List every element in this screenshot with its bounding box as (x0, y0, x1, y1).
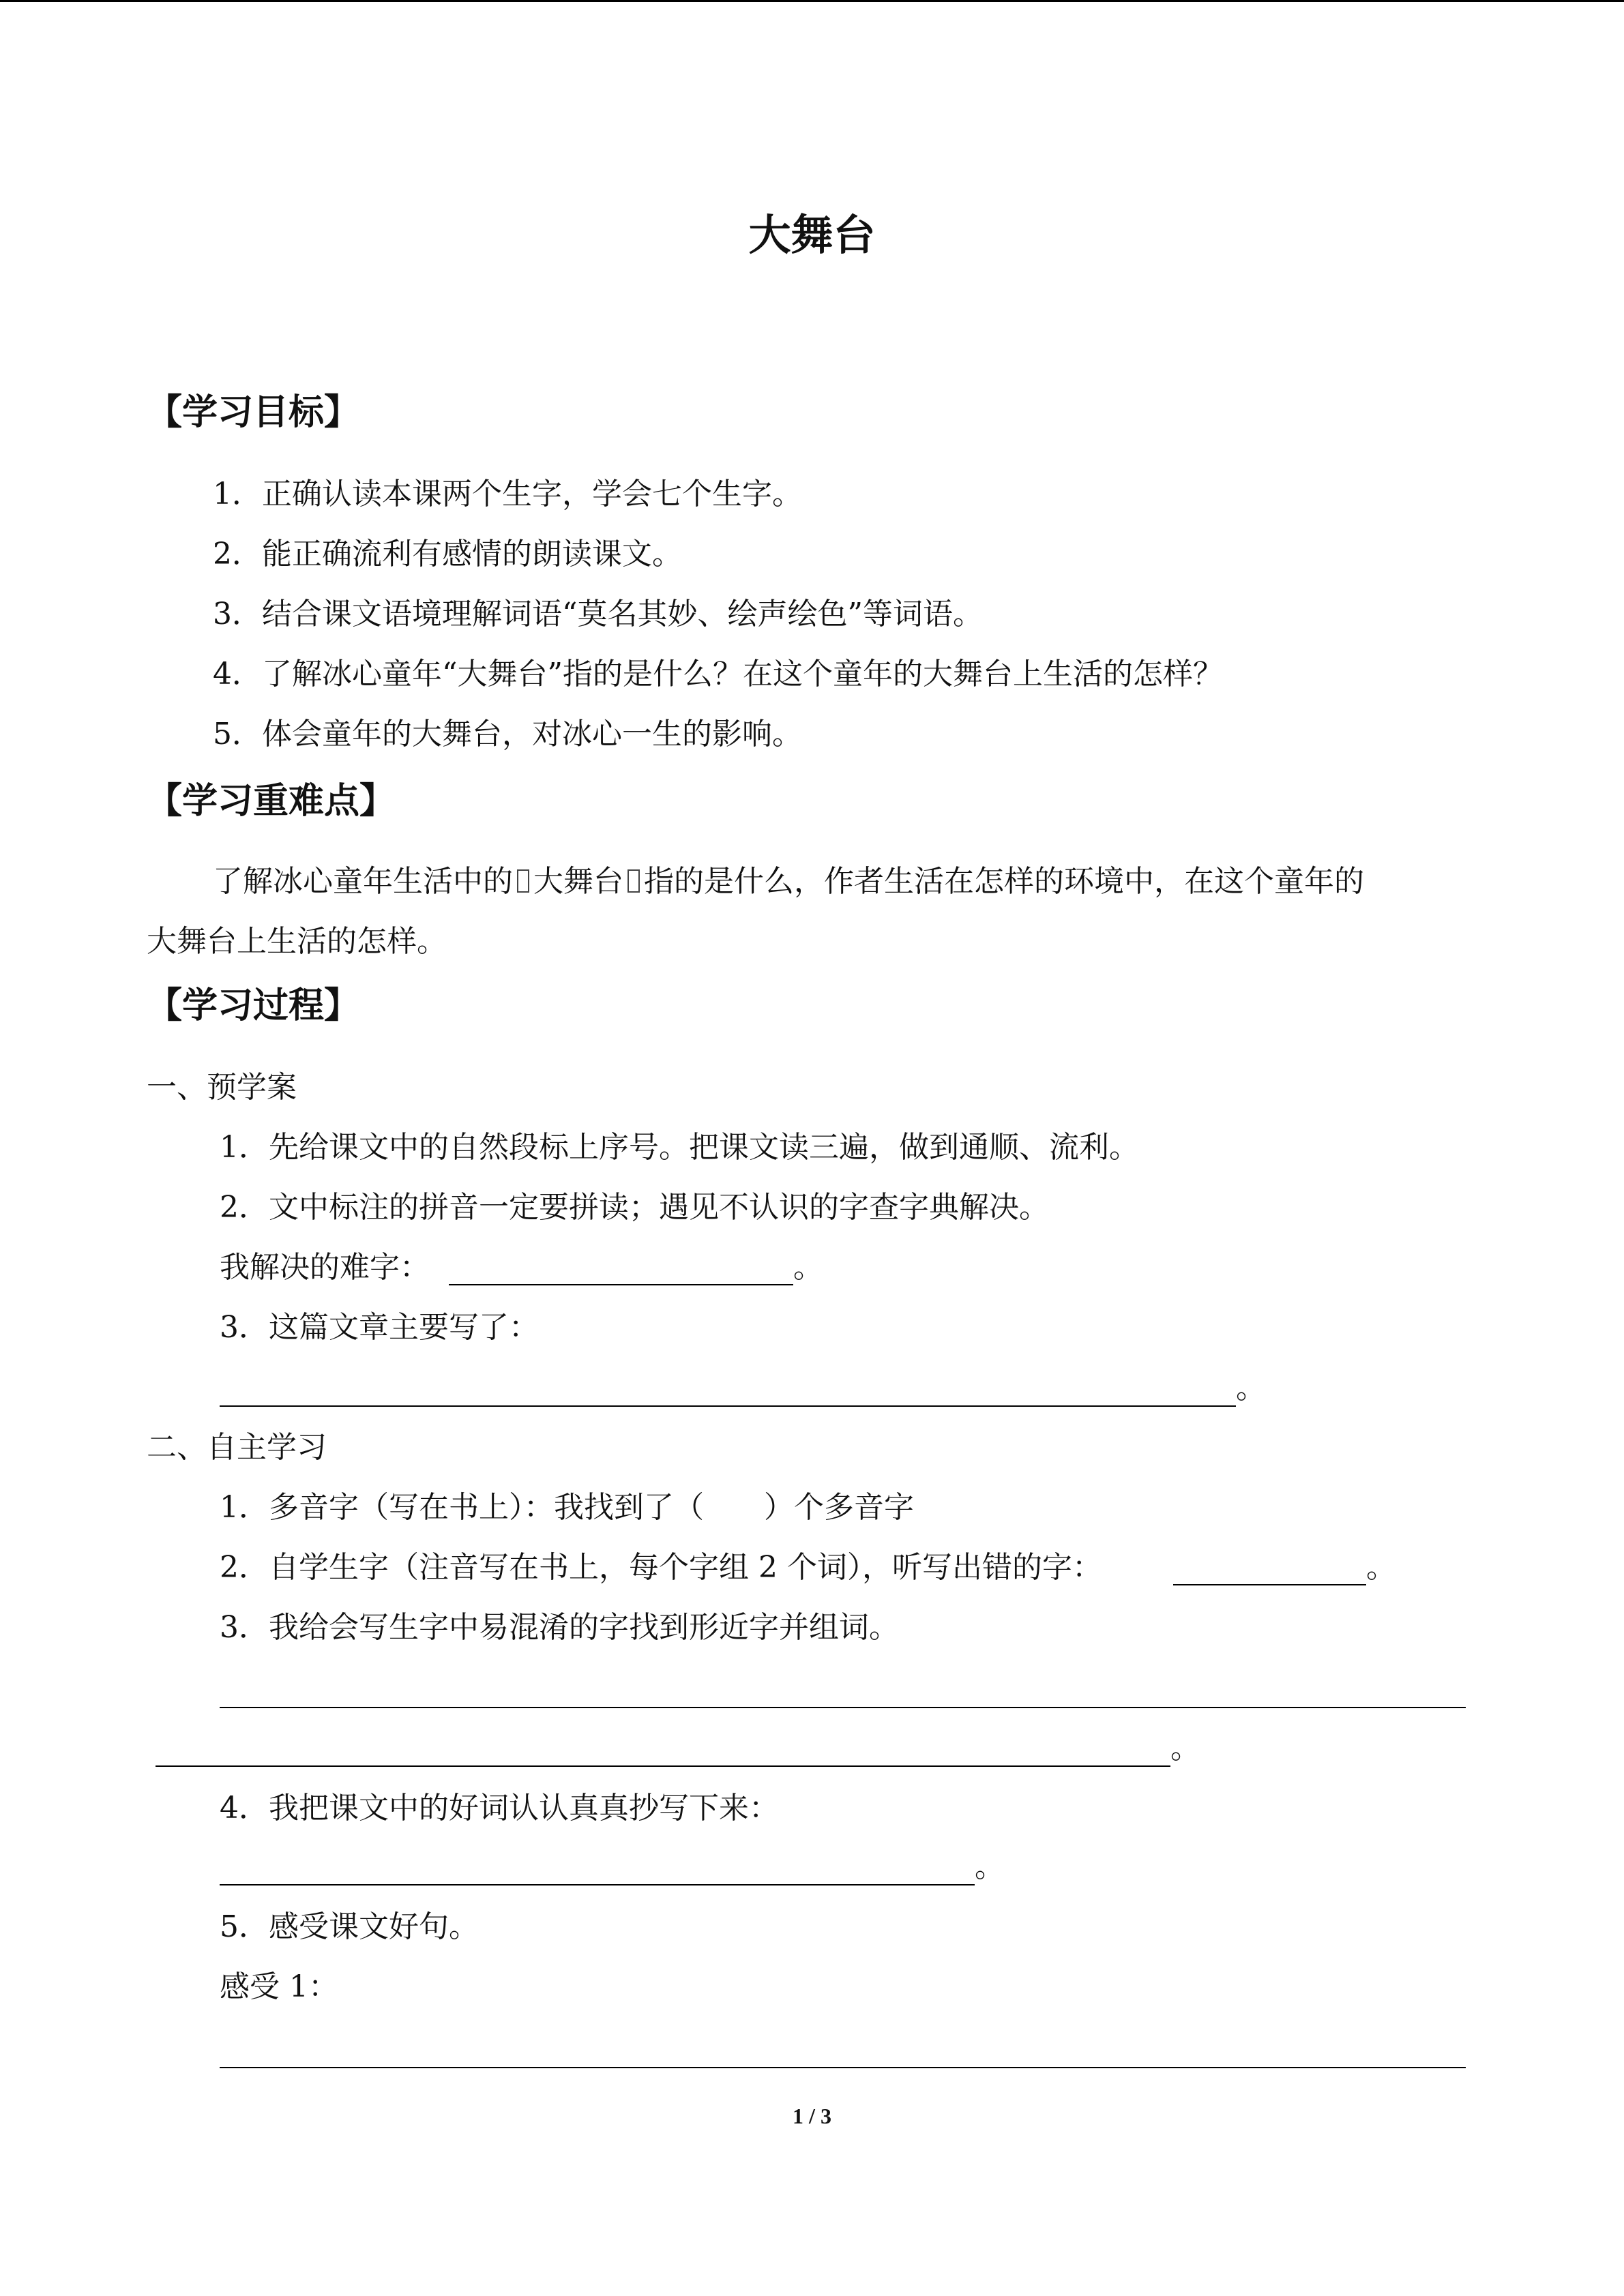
key-points-heading: 【学习重难点】 (147, 781, 396, 822)
part1-label: 一、预学案 (147, 1070, 297, 1105)
period: 。 (793, 1250, 823, 1285)
answer-blank-line[interactable] (220, 2067, 1466, 2068)
page-number: 1 / 3 (793, 2104, 831, 2128)
period: 。 (975, 1849, 1005, 1884)
key-points-paragraph-line1 (213, 861, 1364, 902)
answer-blank-line[interactable] (220, 1884, 975, 1885)
part2-item4: 4．我把课文中的好词认认真真抄写下来： (220, 1791, 779, 1825)
part2-item5: 5．感受课文好句。 (220, 1909, 479, 1944)
top-border (0, 0, 1624, 2)
part2-item3: 3．我给会写生字中易混淆的字找到形近字并组词。 (220, 1610, 899, 1645)
key-points-text-a: 了解冰心童年生活中的 (213, 864, 513, 899)
goal-item: 4．了解冰心童年“大舞台”指的是什么？在这个童年的大舞台上生活的怎样？ (213, 657, 1223, 691)
period: 。 (1170, 1731, 1200, 1765)
answer-blank-line[interactable] (1173, 1584, 1366, 1585)
goal-item: 2．能正确流利有感情的朗读课文。 (213, 537, 682, 571)
part1-item1: 1．先给课文中的自然段标上序号。把课文读三遍，做到通顺、流利。 (220, 1130, 1139, 1165)
answer-blank-line[interactable] (156, 1765, 1170, 1767)
part1-item2: 2．文中标注的拼音一定要拼读；遇见不认识的字查字典解决。 (220, 1190, 1049, 1225)
goal-item: 3．结合课文语境理解词语“莫名其妙、绘声绘色”等词语。 (213, 597, 983, 631)
goals-heading: 【学习目标】 (147, 392, 360, 433)
page-title: 大舞台 (748, 210, 876, 260)
answer-blank-line[interactable] (449, 1284, 793, 1285)
part1-item2-sub: 我解决的难字： (220, 1250, 430, 1285)
part2-label: 二、自主学习 (147, 1430, 327, 1465)
missing-glyph-box-icon (628, 869, 640, 893)
missing-glyph-box-icon (517, 869, 529, 893)
key-points-text-c: 指的是什么，作者生活在怎样的环境中，在这个童年的 (644, 864, 1364, 899)
part2-item1: 1．多音字（写在书上）：我找到了（ ）个多音字 (220, 1490, 914, 1525)
goal-item: 5．体会童年的大舞台，对冰心一生的影响。 (213, 717, 802, 751)
period: 。 (1236, 1371, 1266, 1405)
answer-blank-line[interactable] (220, 1707, 1466, 1708)
goal-item: 1．正确认读本课两个生字，学会七个生字。 (213, 477, 802, 511)
answer-blank-line[interactable] (220, 1405, 1236, 1407)
key-points-paragraph-line2: 大舞台上生活的怎样。 (147, 924, 447, 959)
key-points-text-b: 大舞台 (533, 864, 623, 899)
period: 。 (1366, 1550, 1396, 1585)
part2-item2: 2．自学生字（注音写在书上，每个字组 2 个词），听写出错的字： (220, 1550, 1102, 1585)
process-heading: 【学习过程】 (147, 985, 360, 1026)
feel1-label: 感受 1： (220, 1969, 338, 2004)
part1-item3: 3．这篇文章主要写了： (220, 1310, 539, 1345)
